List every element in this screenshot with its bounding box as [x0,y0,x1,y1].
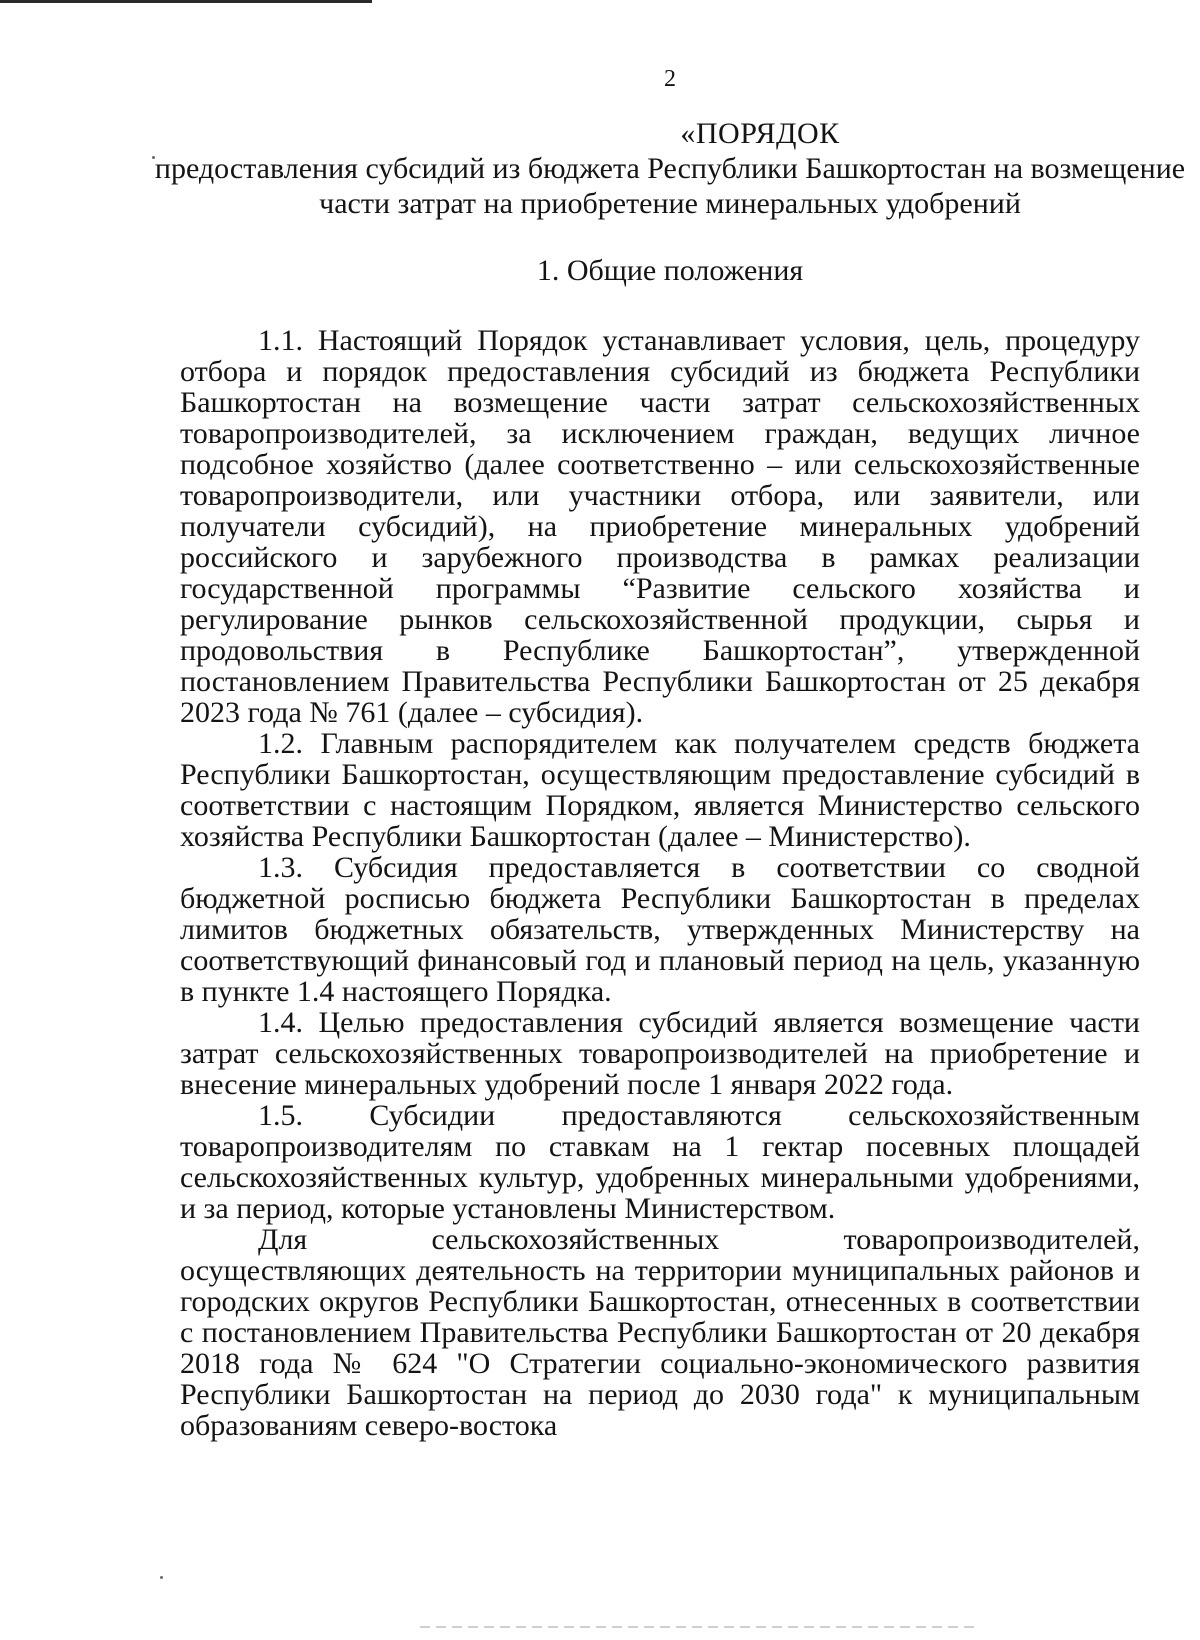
page-number: 2 [664,66,676,92]
paragraph-1-2: 1.2. Главным распорядителем как получателем средств бюджета Республики Башкортостан, осуществляющим предоставление субсидий в соответствии с настоящим Порядком, является Министерство сельского хозяйства Республики Башкортостан (далее – Министерство). [180,727,1140,853]
scan-speck [160,1576,163,1579]
scan-bleed-through [420,1626,980,1628]
scan-edge-line [0,0,372,3]
paragraph-1-5: 1.5. Субсидии предоставляются сельскохозяйственным товаропроизводителям по ставкам на 1 гектар посевных площадей сельскохозяйственных культур, удобренных минеральными удобрениями, и за период, которые установлены Министерством. [180,1099,1140,1225]
document-title [150,116,1190,221]
paragraph-1-3: 1.3. Субсидия предоставляется в соответствии со сводной бюджетной росписью бюджета Республики Башкортостан в пределах лимитов бюджетных обязательств, утвержденных Министерству на соответствующий финансовый год и плановый период на цель, указанную в пункте 1.4 настоящего Порядка. [180,851,1140,1008]
section-heading: 1. Общие положения [536,254,804,287]
scan-speck [152,156,155,159]
document-body [180,325,1140,1441]
title-subtitle: предоставления субсидий из бюджета Республики Башкортостан на возмещение части затрат на приобретение минеральных удобрений [154,152,1186,220]
paragraph-1-5-continued: Для сельскохозяйственных товаропроизводителей, осуществляющих деятельность на территории муниципальных районов и городских округов Республики Башкортостан, отнесенных в соответствии с постановлением Правительства Республики Башкортостан от 20 декабря 2018 года № 624 "О Стратегии социально-экономического развития Республики Башкортостан на период до 2030 года" к муниципальным образованиям северо-востока [180,1223,1140,1442]
title-main: «ПОРЯДОК [680,117,840,150]
paragraph-1-1: 1.1. Настоящий Порядок устанавливает условия, цель, процедуру отбора и порядок предоставления субсидий из бюджета Республики Башкортостан на возмещение части затрат сельскохозяйственных товаропроизводителей, за исключением граждан, ведущих личное подсобное хозяйство (далее соответственно – или сельскохозяйственные товаропроизводители, или участники отбора, или заявители, или получатели субсидий), на приобретение минеральных удобрений российского и зарубежного производства в рамках реализации государственной программы “Развитие сельского хозяйства и регулирование рынков сельскохозяйственной продукции, сырья и продовольствия в Республике Башкортостан”, утвержденной постановлением Правительства Республики Башкортостан от 25 декабря 2023 года № 761 (далее – субсидия). [180,324,1140,729]
paragraph-1-4: 1.4. Целью предоставления субсидий является возмещение части затрат сельскохозяйственных товаропроизводителей на приобретение и внесение минеральных удобрений после 1 января 2022 года. [180,1006,1140,1101]
